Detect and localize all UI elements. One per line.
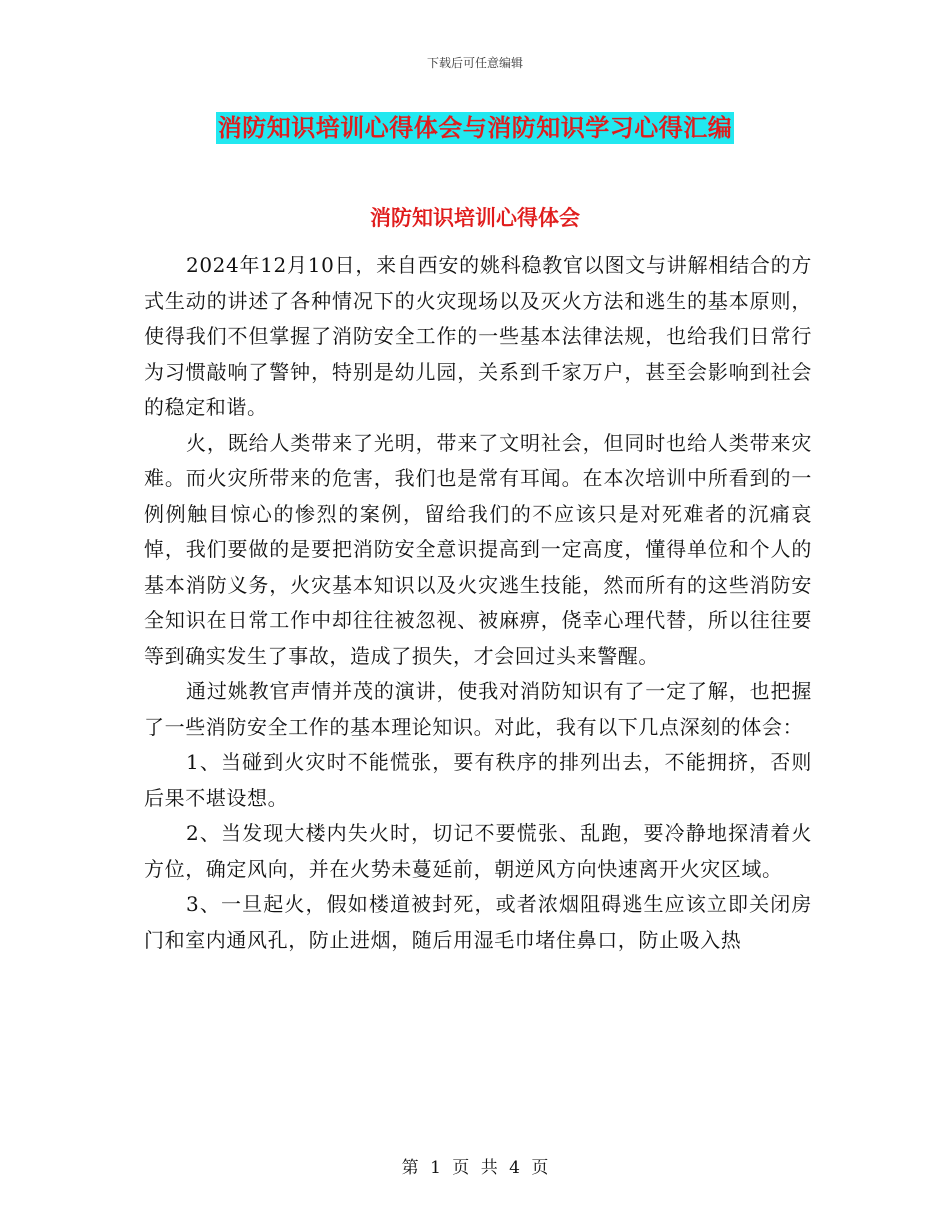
paragraph: 1、当碰到火灾时不能慌张，要有秩序的排列出去，不能拥挤，否则后果不堪设想。	[144, 750, 812, 810]
paragraph: 火，既给人类带来了光明，带来了文明社会，但同时也给人类带来灾难。而火灾所带来的危害，我们也是常有耳闻。在本次培训中所看到的一例例触目惊心的惨烈的案例，留给我们的不应该只是对死难者的沉痛哀悼，我们要做的是要把消防安全意识提高到一定高度，懂得单位和个人的基本消防义务，火灾基本知识以及火灾逃生技能，然而所有的这些消防安全知识在日常工作中却往往被忽视、被麻痹，侥幸心理代替，所以往往要等到确实发生了事故，造成了损失，才会回过头来警醒。	[144, 430, 812, 668]
main-title-wrap	[0, 112, 950, 144]
body-text	[144, 248, 812, 958]
header-note: 下载后可任意编辑	[426, 56, 523, 70]
paragraph: 2024年12月10日，来自西安的姚科稳教官以图文与讲解相结合的方式生动的讲述了各种情况下的火灾现场以及灭火方法和逃生的基本原则，使得我们不但掌握了消防安全工作的一些基本法律法规，也给我们日常行为习惯敲响了警钟，特别是幼儿园，关系到千家万户，甚至会影响到社会的稳定和谐。	[144, 253, 812, 419]
page-footer: 第 1 页 共 4 页	[401, 1158, 549, 1178]
paragraph: 3、一旦起火，假如楼道被封死，或者浓烟阻碍逃生应该立即关闭房门和室内通风孔，防止进烟，随后用湿毛巾堵住鼻口，防止吸入热	[144, 892, 812, 952]
paragraph: 2、当发现大楼内失火时，切记不要慌张、乱跑，要冷静地探清着火方位，确定风向，并在火势未蔓延前，朝逆风方向快速离开火灾区域。	[144, 821, 812, 881]
main-title: 消防知识培训心得体会与消防知识学习心得汇编	[217, 114, 733, 142]
section-title: 消防知识培训心得体会	[370, 206, 580, 230]
paragraph: 通过姚教官声情并茂的演讲，使我对消防知识有了一定了解，也把握了一些消防安全工作的基本理论知识。对此，我有以下几点深刻的体会：	[144, 679, 812, 739]
